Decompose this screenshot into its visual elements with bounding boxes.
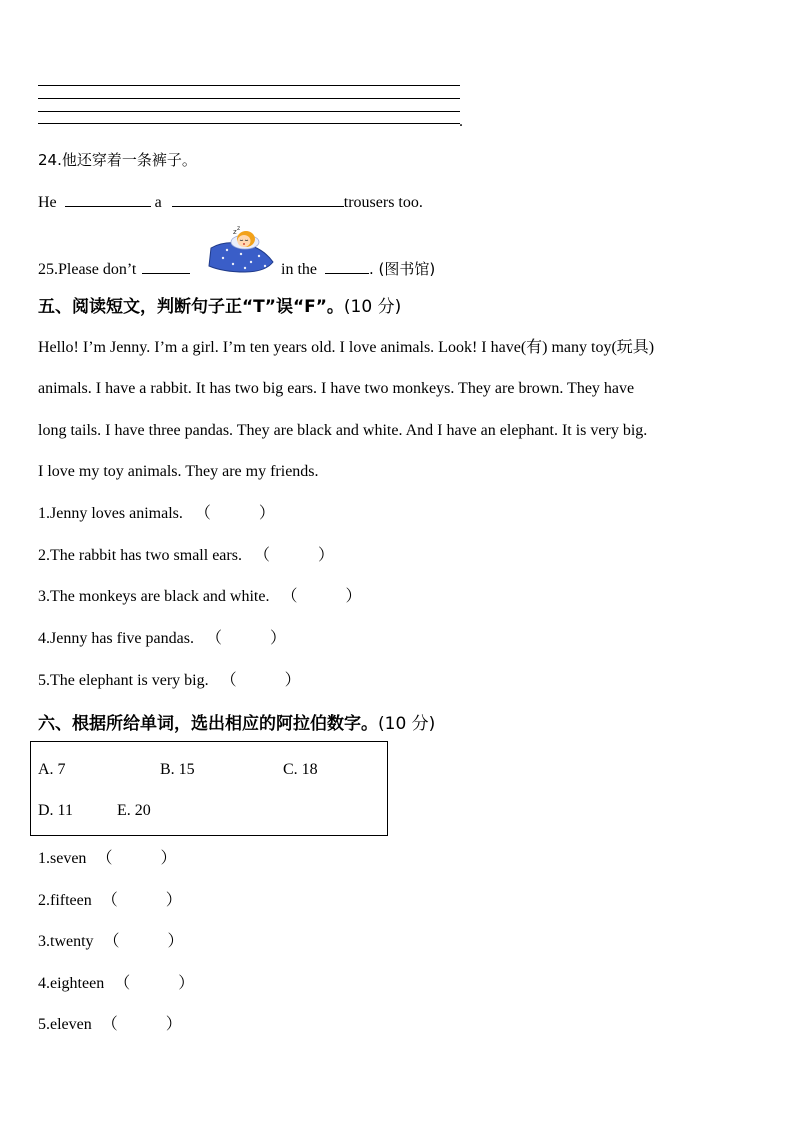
number-word: 3.twenty (38, 933, 94, 950)
tf-question-2 (38, 546, 334, 566)
q25-blank-2[interactable] (325, 259, 369, 274)
option-b: B. 15 (160, 761, 195, 778)
answer-paren[interactable]: （ ） (253, 547, 334, 564)
answer-paren[interactable]: （ ） (281, 588, 362, 605)
section5-title: 五、阅读短文，判断句子正“T”误“F”。 (38, 297, 344, 317)
answer-paren[interactable]: （ ） (205, 630, 286, 647)
tf-question-3 (38, 587, 362, 607)
tf-question-text: 4.Jenny has five pandas. (38, 630, 194, 647)
answer-paren[interactable]: （ ） (101, 1016, 182, 1033)
q24-trousers-too: trousers too. (343, 194, 423, 211)
q25-tail: . (图书馆) (369, 260, 436, 278)
number-question-1 (38, 849, 176, 869)
answer-paren[interactable]: （ ） (101, 892, 182, 909)
section6-title: 六、根据所给单词，选出相应的阿拉伯数字。 (38, 714, 378, 734)
q24-prompt: 24.他还穿着一条裤子。 (38, 151, 197, 169)
q25-lead: 25.Please don’t (38, 261, 137, 278)
number-question-2 (38, 891, 182, 911)
answer-paren[interactable]: （ ） (114, 975, 195, 992)
passage-line-4: I love my toy animals. They are my friends. (38, 463, 319, 480)
section5-score: (10 分) (343, 297, 402, 317)
tf-question-text: 5.The elephant is very big. (38, 672, 209, 689)
option-c: C. 18 (283, 761, 318, 778)
writing-line-1[interactable] (38, 85, 460, 86)
sleeping-child-picture (205, 226, 277, 276)
option-d: D. 11 (38, 802, 73, 819)
option-e: E. 20 (117, 802, 151, 819)
section6-heading (38, 709, 435, 734)
number-word: 5.eleven (38, 1016, 92, 1033)
answer-paren[interactable]: （ ） (194, 505, 275, 522)
q24-a: a (154, 194, 162, 211)
tf-question-4 (38, 629, 286, 649)
q24-blank-1[interactable] (65, 192, 151, 207)
q25-in-the: in the (281, 261, 317, 278)
answer-paren[interactable]: （ ） (220, 672, 301, 689)
q24-sentence (38, 192, 423, 213)
passage-line-2: animals. I have a rabbit. It has two big ears. I have two monkeys. They are brown. They have (38, 380, 635, 397)
answer-paren[interactable]: （ ） (103, 933, 184, 950)
writing-line-3[interactable] (38, 111, 460, 112)
tf-question-1 (38, 504, 275, 524)
writing-line-4[interactable] (38, 123, 460, 124)
svg-text:z: z (237, 226, 241, 232)
section5-heading (38, 292, 401, 317)
writing-lines-period: . (459, 113, 463, 130)
number-question-3 (38, 932, 184, 952)
tf-question-text: 2.The rabbit has two small ears. (38, 547, 242, 564)
passage-line-1: Hello! I’m Jenny. I’m a girl. I’m ten years old. I love animals. Look! I have(有) many toy(玩具) (38, 339, 655, 356)
q25-blank-1[interactable] (142, 259, 190, 274)
writing-line-2[interactable] (38, 98, 460, 99)
number-word: 2.fifteen (38, 892, 92, 909)
q25-sentence-end (281, 259, 435, 280)
svg-text:z: z (233, 228, 237, 236)
tf-question-5 (38, 671, 301, 691)
q24-blank-2[interactable] (172, 192, 344, 207)
number-word: 4.eighteen (38, 975, 105, 992)
number-question-5 (38, 1015, 182, 1035)
section6-score: (10 分) (378, 714, 436, 734)
number-question-4 (38, 974, 194, 994)
q25-sentence (38, 259, 190, 280)
number-word: 1.seven (38, 850, 87, 867)
option-a: A. 7 (38, 761, 66, 778)
tf-question-text: 1.Jenny loves animals. (38, 505, 183, 522)
q24-he: He (38, 194, 57, 211)
answer-paren[interactable]: （ ） (96, 850, 177, 867)
options-box (30, 741, 388, 836)
passage-line-3: long tails. I have three pandas. They are black and white. And I have an elephant. It is very big. (38, 422, 648, 439)
tf-question-text: 3.The monkeys are black and white. (38, 588, 270, 605)
